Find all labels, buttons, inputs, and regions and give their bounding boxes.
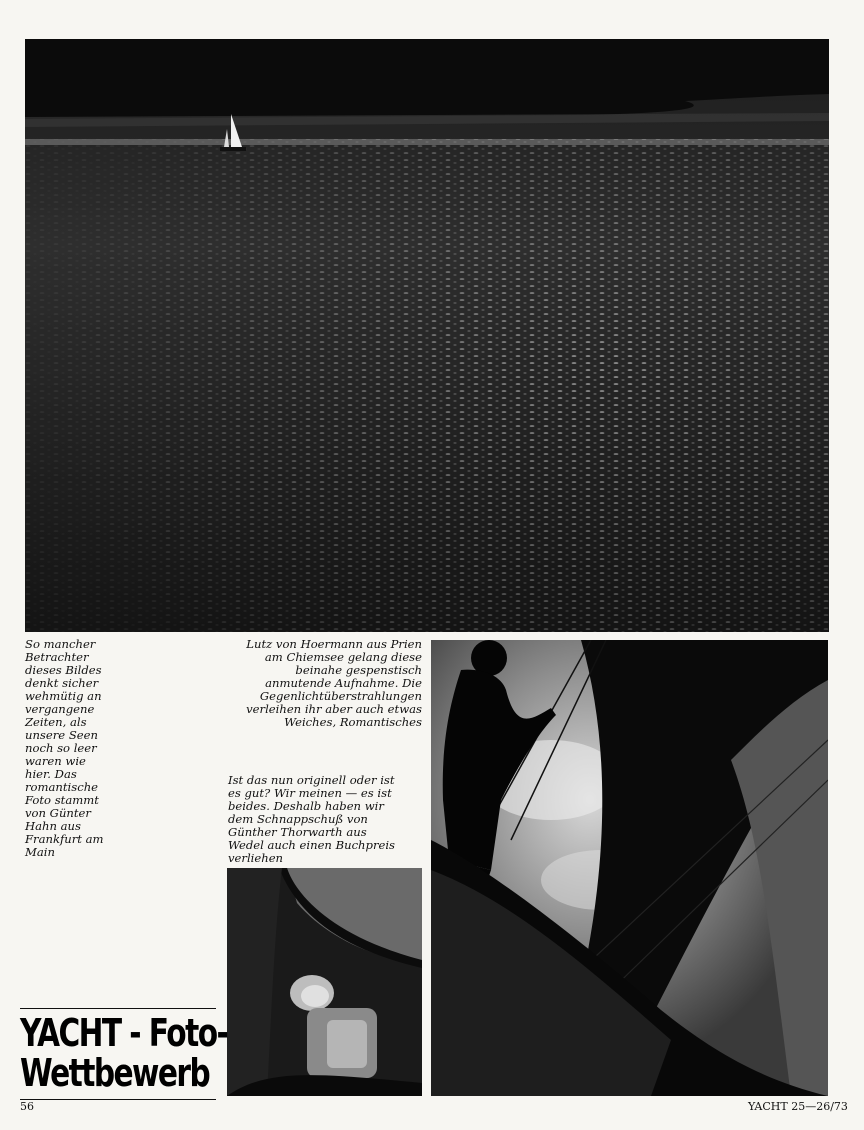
contest-title-block [20,1008,228,1100]
caption-sea-photo: So mancher Betrachter dieses Bildes denkt sicher wehmütig an vergangene Zeiten, als unsere Seen noch so leer waren wie hier. Das romantische Foto stammt von Günter Hahn aus Frankfurt am Main [25,637,104,859]
issue-label: YACHT 25—26/73 [748,1100,848,1113]
sail-silhouette-photo [431,640,828,1096]
page-number: 56 [20,1100,34,1113]
baby-on-boat-photo [227,868,422,1096]
caption-snapshot-photo: Ist das nun originell oder ist es gut? Wir meinen — es ist beides. Deshalb haben wir dem Schnappschuß von Günther Thorwarth aus Wedel auch einen Buchpreis verliehen [228,773,396,865]
caption-ghostly-photo: Lutz von Hoermann aus Prien am Chiemsee gelang diese beinahe gespenstisch anmutende Aufnahme. Die Gegenlichtüberstrahlungen verleihen ihr aber auch etwas Weiches, Romantisches [246,637,422,729]
lake-sailboat-photo [25,39,829,632]
title-line-1: YACHT - Foto- [20,1011,228,1055]
title-line-2: Wettbewerb [20,1051,210,1095]
